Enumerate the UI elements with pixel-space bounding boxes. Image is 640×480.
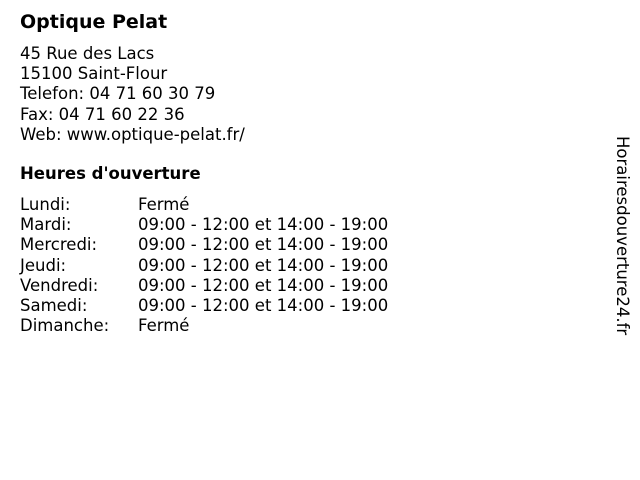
contact-block [20, 44, 245, 145]
day-label: Vendredi: [20, 275, 99, 295]
day-hours: 09:00 - 12:00 et 14:00 - 19:00 [138, 275, 389, 295]
day-hours: 09:00 - 12:00 et 14:00 - 19:00 [138, 255, 389, 275]
day-label: Dimanche: [20, 316, 110, 336]
site-watermark: Horairesdouverture24.fr [613, 136, 632, 336]
website: Web: www.optique-pelat.fr/ [20, 124, 245, 144]
day-hours: 09:00 - 12:00 et 14:00 - 19:00 [138, 215, 389, 235]
day-label: Mercredi: [20, 235, 98, 255]
day-label: Mardi: [20, 215, 72, 235]
day-hours: Fermé [138, 195, 190, 214]
hours-row-lundi [20, 195, 388, 215]
day-label: Jeudi: [20, 255, 67, 275]
phone-number: Telefon: 04 71 60 30 79 [20, 84, 216, 104]
fax-number: Fax: 04 71 60 22 36 [20, 104, 185, 124]
day-hours: Fermé [138, 316, 190, 336]
address-street: 45 Rue des Lacs [20, 44, 155, 63]
hours-heading: Heures d'ouverture [20, 164, 201, 183]
hours-row-mercredi [20, 235, 388, 255]
hours-row-vendredi [20, 276, 388, 296]
hours-row-samedi [20, 296, 388, 316]
day-hours: 09:00 - 12:00 et 14:00 - 19:00 [138, 235, 389, 255]
hours-table [20, 195, 388, 336]
business-name: Optique Pelat [20, 11, 168, 33]
hours-row-mardi [20, 215, 388, 235]
hours-row-jeudi [20, 256, 388, 276]
address-city: 15100 Saint-Flour [20, 64, 168, 84]
hours-row-dimanche [20, 316, 388, 336]
day-hours: 09:00 - 12:00 et 14:00 - 19:00 [138, 295, 389, 315]
day-label: Samedi: [20, 295, 88, 315]
day-label: Lundi: [20, 195, 71, 214]
